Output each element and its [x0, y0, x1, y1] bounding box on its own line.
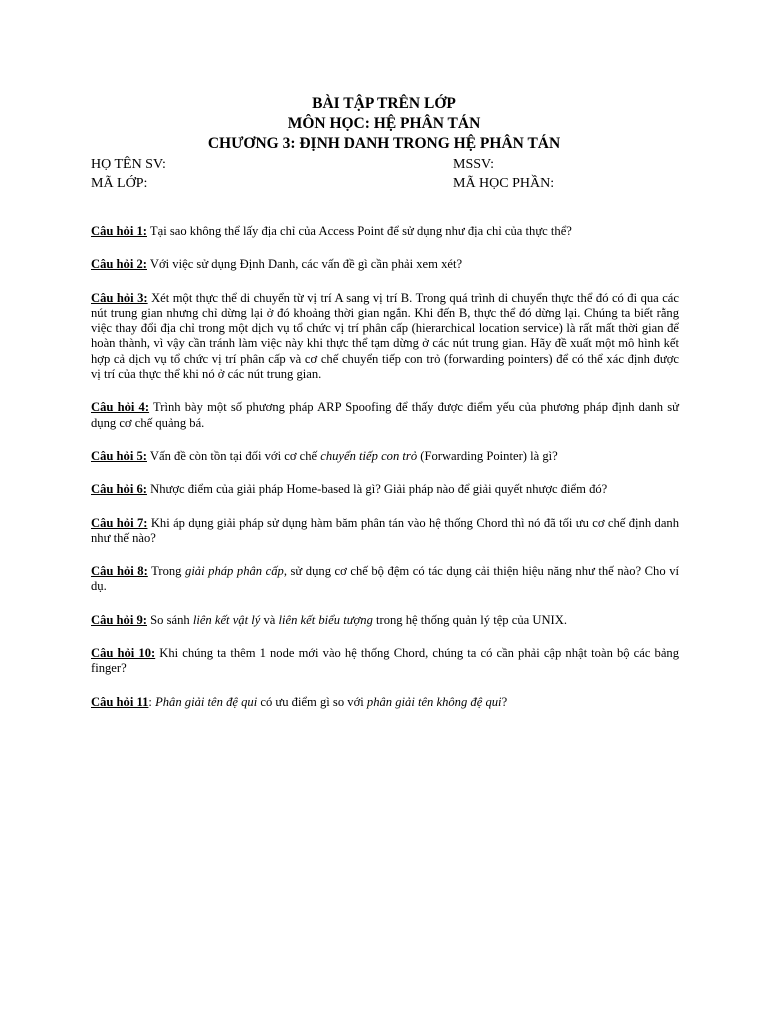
info-row-1	[91, 156, 691, 175]
header-title: BÀI TẬP TRÊN LỚP	[312, 95, 456, 112]
question-italic-term: giải pháp phân cấp	[185, 564, 284, 579]
question-label: Câu hỏi 2:	[91, 257, 147, 272]
question-text: Nhược điểm của giải pháp Home-based là gì? Giải pháp nào để giải quyết nhược điểm đó?	[146, 482, 608, 497]
question-6	[91, 482, 679, 497]
header-subject: MÔN HỌC: HỆ PHÂN TÁN	[287, 115, 481, 132]
question-text: Trong	[147, 564, 186, 579]
question-text: :	[148, 694, 156, 709]
class-code-label: MÃ LỚP:	[91, 176, 148, 191]
question-italic-term: liên kết vật lý	[192, 612, 261, 627]
question-text: có ưu điểm gì so với	[257, 694, 367, 709]
question-5	[91, 449, 679, 464]
question-italic-term: chuyển tiếp con trỏ	[320, 448, 418, 463]
question-text: Xét một thực thể di chuyển từ vị trí A sang vị trí B. Trong quá trình di chuyển thực thể đó có đi qua các nút trung gian nhưng chỉ dừng lại ở đó khoảng thời gian ngắn. Khi đến B, thực thể đó dừng lại. Chúng ta biết rằng việc thay đổi địa chỉ trong một dịch vụ tổ chức vị trí phân cấp (hierarchical location service) là rất mất thời gian để hoàn thành, vì vậy cần tránh làm việc này khi thực thể tạm dừng ở các nút trung gian. Hãy đề xuất một mô hình kết hợp cả dịch vụ tổ chức vị trí phân cấp và cơ chế chuyển tiếp con trỏ (forwarding pointers) để có thể xác định được vị trí của thực thể khi nó ở các nút trung gian.	[91, 290, 679, 382]
question-label: Câu hỏi 10:	[91, 646, 156, 661]
question-text: Tại sao không thể lấy địa chỉ của Access Point để sử dụng như địa chỉ của thực thể?	[146, 224, 572, 238]
question-label: Câu hỏi 8:	[91, 564, 148, 579]
question-text: Khi áp dụng giải pháp sử dụng hàm băm phân tán vào hệ thống Chord thì nó đã tối ưu cơ chế định danh như thế nào?	[91, 515, 679, 545]
info-row-2	[91, 175, 691, 194]
question-list	[91, 224, 679, 728]
question-text: Trình bày một số phương pháp ARP Spoofing để thấy được điểm yếu của phương pháp định danh sử dụng cơ chế quảng bá.	[91, 400, 680, 430]
question-7	[91, 516, 679, 547]
student-name-label: HỌ TÊN SV:	[91, 157, 166, 172]
question-text: Với việc sử dụng Định Danh, các vấn đề gì cần phải xem xét?	[146, 257, 463, 272]
question-italic-term: phân giải tên không đệ qui	[366, 694, 502, 709]
question-label: Câu hỏi 11	[91, 694, 149, 709]
question-label: Câu hỏi 3:	[91, 290, 148, 305]
student-info	[91, 156, 691, 194]
question-label: Câu hỏi 1:	[91, 224, 147, 238]
question-text: trong hệ thống quản lý tệp của UNIX.	[372, 612, 567, 627]
student-id-label: MSSV:	[453, 157, 494, 172]
question-label: Câu hỏi 9:	[91, 612, 147, 627]
question-9	[91, 613, 679, 628]
question-label: Câu hỏi 7:	[91, 515, 148, 530]
question-1	[91, 224, 679, 239]
question-italic-term: Phân giải tên đệ qui	[155, 694, 258, 709]
question-text: ?	[501, 694, 508, 709]
question-text: (Forwarding Pointer) là gì?	[417, 448, 558, 463]
question-label: Câu hỏi 4:	[91, 400, 150, 415]
question-text: Vấn đề còn tồn tại đối với cơ chế	[146, 448, 321, 463]
document-header	[0, 94, 768, 154]
question-text: So sánh	[146, 612, 193, 627]
question-3	[91, 291, 679, 383]
header-chapter: CHƯƠNG 3: ĐỊNH DANH TRONG HỆ PHÂN TÁN	[207, 135, 561, 152]
question-label: Câu hỏi 6:	[91, 482, 147, 497]
question-2	[91, 257, 679, 272]
question-8	[91, 564, 679, 595]
question-4	[91, 400, 679, 431]
question-text: và	[260, 612, 279, 627]
question-label: Câu hỏi 5:	[91, 448, 147, 463]
course-code-label: MÃ HỌC PHẦN:	[453, 176, 555, 191]
question-italic-term: liên kết biểu tượng	[278, 612, 373, 627]
question-11	[91, 695, 679, 710]
question-text: , sử dụng cơ chế bộ đệm có tác dụng cải thiện hiệu năng như thế nào? Cho ví dụ.	[91, 564, 679, 594]
question-10	[91, 646, 679, 677]
question-text: Khi chúng ta thêm 1 node mới vào hệ thống Chord, chúng ta có cần phải cập nhật toàn bộ các bảng finger?	[91, 646, 680, 676]
